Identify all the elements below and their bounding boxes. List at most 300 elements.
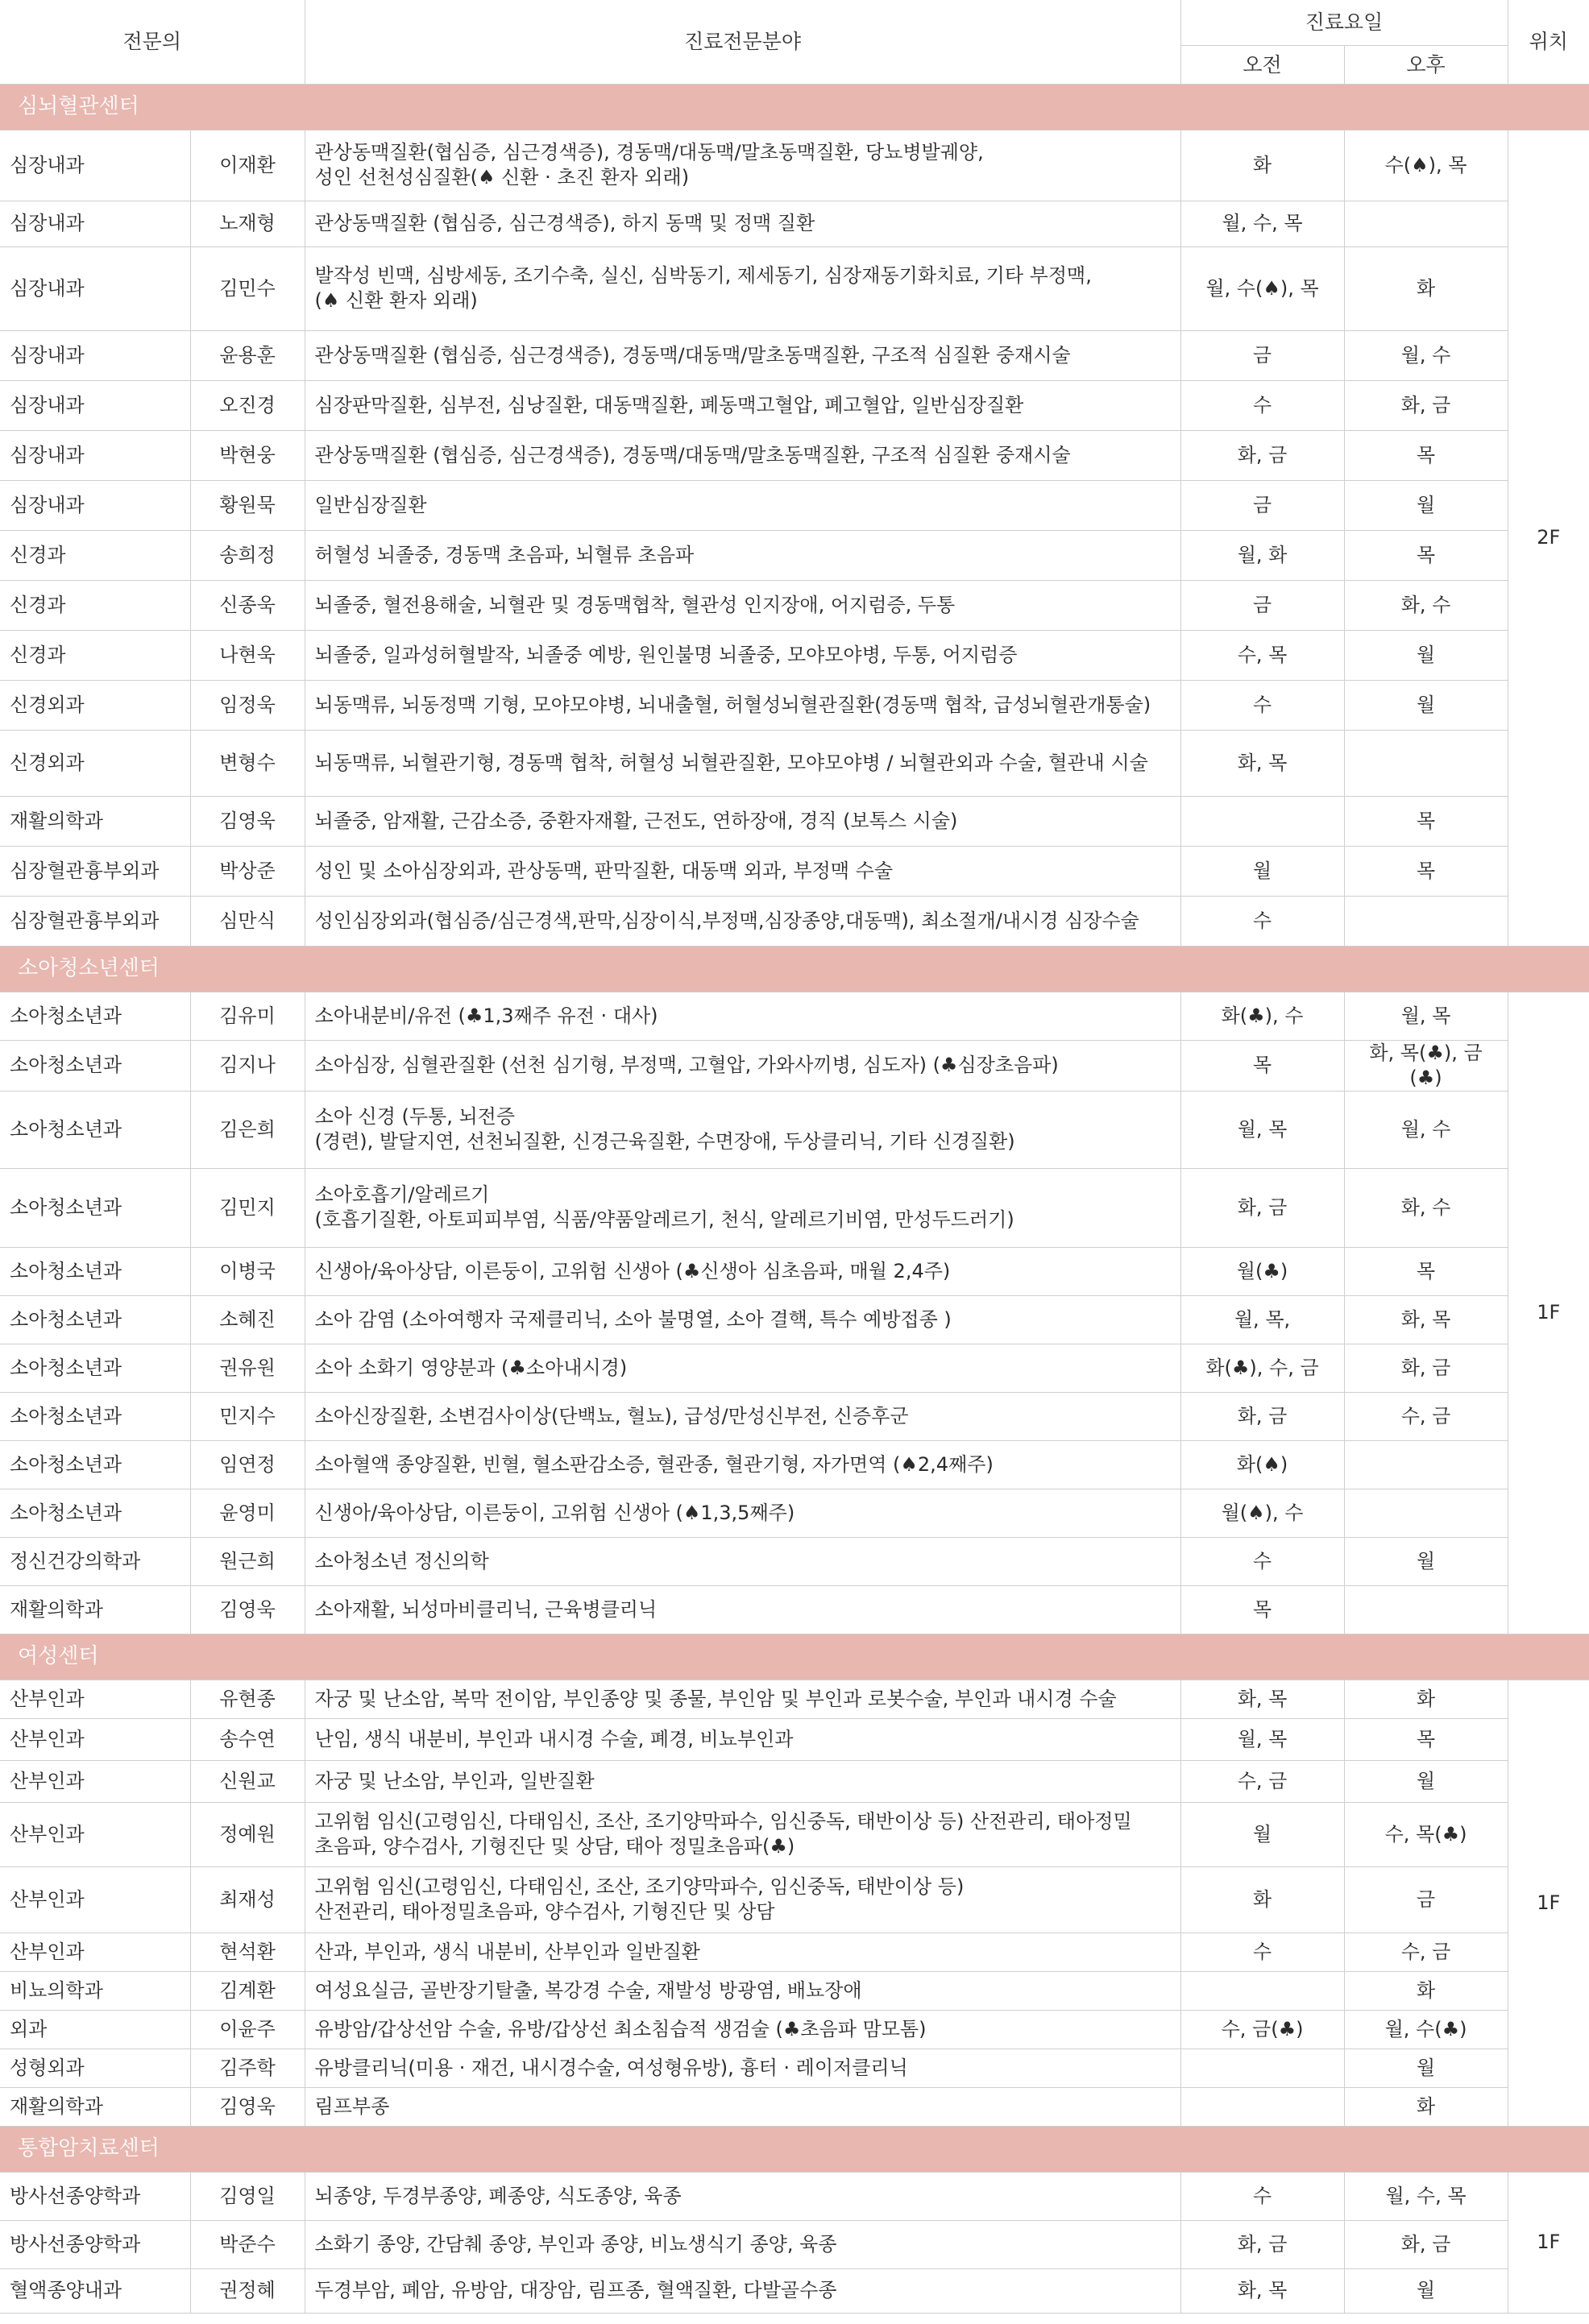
am-days: 수 <box>1180 380 1344 430</box>
specialty-line: 산과, 부인과, 생식 내분비, 산부인과 일반질환 <box>314 1940 700 1963</box>
specialty-line: 관상동맥질환(협심증, 심근경색증), 경동맥/대동맥/말초동맥질환, 당뇨병발궤양, <box>314 141 984 164</box>
department: 산부인과 <box>0 1718 190 1760</box>
specialty-field <box>305 1489 1180 1537</box>
department: 소아청소년과 <box>0 1168 190 1247</box>
specialty-field <box>305 1168 1180 1247</box>
pm-days <box>1344 896 1508 946</box>
specialty-field <box>305 896 1180 946</box>
specialty-field <box>305 2087 1180 2126</box>
specialty-line: 소아재활, 뇌성마비클리닉, 근육병클리닉 <box>314 1597 658 1621</box>
specialty-line: 관상동맥질환 (협심증, 심근경색증), 하지 동맥 및 정맥 질환 <box>314 212 815 234</box>
specialty-line: 두경부암, 폐암, 유방암, 대장암, 림프종, 혈액질환, 다발골수종 <box>314 2279 837 2301</box>
specialty-line: 일반심장질환 <box>314 493 427 516</box>
specialty-field <box>305 1247 1180 1295</box>
am-days: 목 <box>1180 1585 1344 1634</box>
pm-days: 화 <box>1344 1971 1508 2010</box>
specialty-line: 뇌졸중, 혈전용해술, 뇌혈관 및 경동맥협착, 혈관성 인지장애, 어지럼증, 두통 <box>314 593 956 616</box>
doctor-name: 임연정 <box>190 1440 305 1489</box>
specialty-field <box>305 1344 1180 1392</box>
specialty-field <box>305 1680 1180 1718</box>
table-row <box>0 796 1589 846</box>
table-row <box>0 380 1589 430</box>
specialty-field <box>305 796 1180 846</box>
table-row <box>0 430 1589 480</box>
am-days: 월, 수, 목 <box>1180 201 1344 246</box>
department: 소아청소년과 <box>0 1344 190 1392</box>
specialty-field <box>305 2049 1180 2087</box>
pm-days: 금 <box>1344 1866 1508 1933</box>
specialty-line: 뇌졸중, 암재활, 근감소증, 중환자재활, 근전도, 연하장애, 경직 (보톡스 시술) <box>314 809 958 832</box>
specialty-field <box>305 846 1180 896</box>
specialty-line: 뇌종양, 두경부종양, 폐종양, 식도종양, 육종 <box>314 2184 682 2207</box>
table-row <box>0 1440 1589 1489</box>
specialty-line: (경련), 발달지연, 선천뇌질환, 신경근육질환, 수면장애, 두상클리닉, 기타 신경질환) <box>314 1130 1015 1153</box>
pm-days <box>1344 730 1508 796</box>
doctor-name: 송희정 <box>190 530 305 580</box>
specialty-line: 심장판막질환, 심부전, 심낭질환, 대동맥질환, 폐동맥고혈압, 폐고혈압, 일반심장질환 <box>314 393 1024 416</box>
specialty-line: 관상동맥질환 (협심증, 심근경색증), 경동맥/대동맥/말초동맥질환, 구조적 심질환 중재시술 <box>314 343 1071 367</box>
am-days: 수 <box>1180 896 1344 946</box>
pm-days: 월, 수(♣) <box>1344 2010 1508 2049</box>
specialty-line: 자궁 및 난소암, 부인과, 일반질환 <box>314 1769 595 1792</box>
doctor-name: 신종욱 <box>190 580 305 630</box>
department: 정신건강의학과 <box>0 1537 190 1585</box>
department: 비뇨의학과 <box>0 1971 190 2010</box>
section-title: 통합암치료센터 <box>0 2126 1589 2172</box>
am-days: 월(♠), 수 <box>1180 1489 1344 1537</box>
specialty-field <box>305 1760 1180 1802</box>
pm-days: 수, 금 <box>1344 1392 1508 1440</box>
pm-days: 수(♠), 목 <box>1344 130 1508 201</box>
am-days: 목 <box>1180 1040 1344 1091</box>
specialty-field <box>305 1933 1180 1971</box>
department: 소아청소년과 <box>0 1392 190 1440</box>
table-row <box>0 1489 1589 1537</box>
pm-days: 화, 금 <box>1344 380 1508 430</box>
am-days: 화, 금 <box>1180 430 1344 480</box>
pm-days: 화, 수 <box>1344 580 1508 630</box>
specialty-line: 소아 신경 (두통, 뇌전증 <box>314 1105 516 1128</box>
am-days: 수, 금(♣) <box>1180 2010 1344 2049</box>
department: 외과 <box>0 2010 190 2049</box>
doctor-name: 나현욱 <box>190 630 305 680</box>
specialty-line: 소아심장, 심혈관질환 (선천 심기형, 부정맥, 고혈압, 가와사끼병, 심도자) (♣심장초음파) <box>314 1054 1059 1076</box>
am-days <box>1180 796 1344 846</box>
table-row <box>0 1091 1589 1168</box>
am-days: 월, 목, <box>1180 1295 1344 1344</box>
am-days: 화(♣), 수, 금 <box>1180 1344 1344 1392</box>
doctor-name: 송수연 <box>190 1718 305 1760</box>
department: 심장내과 <box>0 380 190 430</box>
specialty-field <box>305 246 1180 330</box>
table-row <box>0 246 1589 330</box>
department: 산부인과 <box>0 1802 190 1866</box>
doctor-name: 김유미 <box>190 992 305 1040</box>
table-row <box>0 730 1589 796</box>
specialty-field <box>305 992 1180 1040</box>
pm-days: 월, 수 <box>1344 330 1508 380</box>
doctor-name: 박현웅 <box>190 430 305 480</box>
section-title: 여성센터 <box>0 1634 1589 1680</box>
am-days: 수 <box>1180 2172 1344 2220</box>
am-days: 월(♣) <box>1180 1247 1344 1295</box>
table-row <box>0 580 1589 630</box>
pm-days: 목 <box>1344 530 1508 580</box>
header-days: 진료요일 <box>1180 0 1508 45</box>
department: 산부인과 <box>0 1760 190 1802</box>
specialty-line: (♠ 신환 환자 외래) <box>314 289 478 312</box>
specialty-field <box>305 1091 1180 1168</box>
department: 신경과 <box>0 580 190 630</box>
specialty-field <box>305 2172 1180 2220</box>
am-days: 수 <box>1180 1537 1344 1585</box>
doctor-name: 김영일 <box>190 2172 305 2220</box>
am-days: 월 <box>1180 846 1344 896</box>
doctor-name: 현석환 <box>190 1933 305 1971</box>
department: 소아청소년과 <box>0 1489 190 1537</box>
specialty-line: 여성요실금, 골반장기탈출, 복강경 수술, 재발성 방광염, 배뇨장애 <box>314 1978 862 2002</box>
table-row <box>0 630 1589 680</box>
specialty-field <box>305 1040 1180 1091</box>
header-am: 오전 <box>1180 45 1344 84</box>
am-days: 수 <box>1180 680 1344 730</box>
pm-days: 목 <box>1344 1247 1508 1295</box>
specialty-field <box>305 1718 1180 1760</box>
am-days: 금 <box>1180 330 1344 380</box>
specialty-line: 유방클리닉(미용 · 재건, 내시경수술, 여성형유방), 흉터 · 레이저클리닉 <box>314 2056 908 2079</box>
department: 신경외과 <box>0 680 190 730</box>
doctor-name: 김은희 <box>190 1091 305 1168</box>
am-days: 월, 화 <box>1180 530 1344 580</box>
department: 심장내과 <box>0 246 190 330</box>
department: 신경과 <box>0 630 190 680</box>
pm-days: 수, 금 <box>1344 1933 1508 1971</box>
am-days: 화, 금 <box>1180 1392 1344 1440</box>
doctor-name: 원근희 <box>190 1537 305 1585</box>
pm-days: 화, 금 <box>1344 2220 1508 2268</box>
pm-days: 화, 목(♣), 금(♣) <box>1344 1040 1508 1091</box>
table-row <box>0 1760 1589 1802</box>
specialty-field <box>305 201 1180 246</box>
doctor-name: 김민수 <box>190 246 305 330</box>
specialty-field <box>305 1440 1180 1489</box>
table-row <box>0 1866 1589 1933</box>
table-row <box>0 1537 1589 1585</box>
doctor-name: 노재형 <box>190 201 305 246</box>
specialty-line: 소아호흡기/알레르기 <box>314 1183 490 1206</box>
department: 소아청소년과 <box>0 1247 190 1295</box>
pm-days: 목 <box>1344 846 1508 896</box>
specialty-field <box>305 430 1180 480</box>
pm-days <box>1344 201 1508 246</box>
table-row <box>0 1802 1589 1866</box>
specialty-line: 소아 소화기 영양분과 (♣소아내시경) <box>314 1356 628 1379</box>
department: 혈액종양내과 <box>0 2268 190 2313</box>
department: 방사선종양학과 <box>0 2220 190 2268</box>
specialty-line: 발작성 빈맥, 심방세동, 조기수축, 실신, 심박동기, 제세동기, 심장재동기화치료, 기타 부정맥, <box>314 264 1092 287</box>
department: 산부인과 <box>0 1866 190 1933</box>
table-row <box>0 130 1589 201</box>
specialty-line: 뇌졸중, 일과성허혈발작, 뇌졸중 예방, 원인불명 뇌졸중, 모야모야병, 두통, 어지럼증 <box>314 643 1018 666</box>
table-row <box>0 680 1589 730</box>
department: 신경과 <box>0 530 190 580</box>
doctor-name: 정예원 <box>190 1802 305 1866</box>
am-days: 수, 금 <box>1180 1760 1344 1802</box>
doctor-name: 윤용훈 <box>190 330 305 380</box>
doctor-name: 오진경 <box>190 380 305 430</box>
pm-days: 월 <box>1344 630 1508 680</box>
department: 재활의학과 <box>0 796 190 846</box>
pm-days: 화, 목 <box>1344 1295 1508 1344</box>
table-row <box>0 2010 1589 2049</box>
pm-days: 월 <box>1344 2049 1508 2087</box>
specialty-line: 고위험 임신(고령임신, 다태임신, 조산, 조기양막파수, 임신중독, 태반이상 등) 산전관리, 태아정밀 <box>314 1810 1132 1833</box>
specialty-field <box>305 1866 1180 1933</box>
table-row <box>0 1344 1589 1392</box>
pm-days: 화 <box>1344 2087 1508 2126</box>
pm-days <box>1344 1585 1508 1634</box>
specialty-field <box>305 130 1180 201</box>
am-days <box>1180 1971 1344 2010</box>
pm-days: 월 <box>1344 2268 1508 2313</box>
pm-days: 월 <box>1344 1760 1508 1802</box>
pm-days: 목 <box>1344 1718 1508 1760</box>
specialty-field <box>305 2268 1180 2313</box>
pm-days: 월, 수 <box>1344 1091 1508 1168</box>
am-days: 월 <box>1180 1802 1344 1866</box>
specialty-field <box>305 2220 1180 2268</box>
am-days: 수 <box>1180 1933 1344 1971</box>
specialty-line: 소아내분비/유전 (♣1,3째주 유전 · 대사) <box>314 1004 658 1027</box>
doctor-name: 유현종 <box>190 1680 305 1718</box>
pm-days: 화, 금 <box>1344 1344 1508 1392</box>
pm-days: 화, 수 <box>1344 1168 1508 1247</box>
specialty-field <box>305 1295 1180 1344</box>
floor-location: 2F <box>1508 130 1589 946</box>
doctor-name: 신원교 <box>190 1760 305 1802</box>
pm-days: 화 <box>1344 246 1508 330</box>
table-row <box>0 1933 1589 1971</box>
specialty-line: 성인심장외과(협심증/심근경색,판막,심장이식,부정맥,심장종양,대동맥), 최소절개/내시경 심장수술 <box>314 909 1139 932</box>
table-row <box>0 2172 1589 2220</box>
table-row <box>0 1585 1589 1634</box>
doctor-name: 박준수 <box>190 2220 305 2268</box>
am-days: 화 <box>1180 1866 1344 1933</box>
header-specialty: 전문의 <box>0 0 305 84</box>
am-days: 화(♣), 수 <box>1180 992 1344 1040</box>
department: 심장혈관흉부외과 <box>0 846 190 896</box>
am-days: 화, 목 <box>1180 2268 1344 2313</box>
table-row <box>0 992 1589 1040</box>
specialty-field <box>305 380 1180 430</box>
specialty-field <box>305 1585 1180 1634</box>
header-pm: 오후 <box>1344 45 1508 84</box>
specialty-line: 자궁 및 난소암, 복막 전이암, 부인종양 및 종물, 부인암 및 부인과 로봇수술, 부인과 내시경 수술 <box>314 1687 1117 1710</box>
department: 심장내과 <box>0 480 190 530</box>
am-days: 화(♠) <box>1180 1440 1344 1489</box>
table-row <box>0 330 1589 380</box>
department: 소아청소년과 <box>0 1440 190 1489</box>
table-row <box>0 1680 1589 1718</box>
pm-days: 목 <box>1344 430 1508 480</box>
table-row <box>0 480 1589 530</box>
specialty-line: 소아 감염 (소아여행자 국제클리닉, 소아 불명열, 소아 결핵, 특수 예방접종 ) <box>314 1307 952 1331</box>
department: 소아청소년과 <box>0 1295 190 1344</box>
specialty-line: 신생아/육아상담, 이른둥이, 고위험 신생아 (♠1,3,5째주) <box>314 1501 795 1524</box>
specialty-line: 소화기 종양, 간담췌 종양, 부인과 종양, 비뇨생식기 종양, 육종 <box>314 2232 837 2256</box>
am-days: 금 <box>1180 580 1344 630</box>
department: 방사선종양학과 <box>0 2172 190 2220</box>
doctor-name: 변형수 <box>190 730 305 796</box>
doctor-name: 윤영미 <box>190 1489 305 1537</box>
specialty-line: 난임, 생식 내분비, 부인과 내시경 수술, 폐경, 비뇨부인과 <box>314 1727 794 1750</box>
specialty-line: 관상동맥질환 (협심증, 심근경색증), 경동맥/대동맥/말초동맥질환, 구조적 심질환 중재시술 <box>314 443 1071 466</box>
doctor-name: 이윤주 <box>190 2010 305 2049</box>
specialty-line: 소아신장질환, 소변검사이상(단백뇨, 혈뇨), 급성/만성신부전, 신증후군 <box>314 1404 909 1427</box>
table-row <box>0 846 1589 896</box>
floor-location: 1F <box>1508 2172 1589 2313</box>
doctor-name: 김지나 <box>190 1040 305 1091</box>
doctor-name: 김영욱 <box>190 1585 305 1634</box>
specialty-line: 성인 및 소아심장외과, 관상동맥, 판막질환, 대동맥 외과, 부정맥 수술 <box>314 859 894 882</box>
specialty-line: 유방암/갑상선암 수술, 유방/갑상선 최소침습적 생검술 (♣초음파 맘모톰) <box>314 2017 927 2040</box>
department: 심장혈관흉부외과 <box>0 896 190 946</box>
specialty-line: 뇌동맥류, 뇌동정맥 기형, 모야모야병, 뇌내출혈, 허혈성뇌혈관질환(경동맥 협착, 급성뇌혈관개통술) <box>314 693 1151 716</box>
specialty-field <box>305 630 1180 680</box>
specialty-field <box>305 680 1180 730</box>
specialty-field <box>305 1802 1180 1866</box>
specialty-line: 림프부종 <box>314 2094 390 2118</box>
department: 신경외과 <box>0 730 190 796</box>
table-row <box>0 1971 1589 2010</box>
doctor-name: 권유원 <box>190 1344 305 1392</box>
doctor-name: 김영욱 <box>190 796 305 846</box>
table-row <box>0 2268 1589 2313</box>
pm-days: 월 <box>1344 680 1508 730</box>
department: 소아청소년과 <box>0 1091 190 1168</box>
table-row <box>0 530 1589 580</box>
pm-days: 월 <box>1344 1537 1508 1585</box>
doctor-name: 이재환 <box>190 130 305 201</box>
specialty-line: 고위험 임신(고령임신, 다태임신, 조산, 조기양막파수, 임신중독, 태반이상 등) <box>314 1875 965 1898</box>
doctor-name: 김주학 <box>190 2049 305 2087</box>
table-row <box>0 1295 1589 1344</box>
am-days: 수, 목 <box>1180 630 1344 680</box>
specialty-field <box>305 2010 1180 2049</box>
schedule-body <box>0 84 1589 2313</box>
specialty-field <box>305 580 1180 630</box>
table-row <box>0 2049 1589 2087</box>
pm-days: 수, 목(♣) <box>1344 1802 1508 1866</box>
specialty-field <box>305 330 1180 380</box>
table-row <box>0 1040 1589 1091</box>
table-row <box>0 1168 1589 1247</box>
doctor-name: 심만식 <box>190 896 305 946</box>
specialty-line: (호흡기질환, 아토피피부염, 식품/약품알레르기, 천식, 알레르기비염, 만성두드러기) <box>314 1208 1014 1231</box>
pm-days: 월, 수, 목 <box>1344 2172 1508 2220</box>
am-days: 화, 목 <box>1180 730 1344 796</box>
doctor-name: 이병국 <box>190 1247 305 1295</box>
doctor-name: 김계환 <box>190 1971 305 2010</box>
department: 산부인과 <box>0 1933 190 1971</box>
table-row <box>0 2087 1589 2126</box>
doctor-name: 김영욱 <box>190 2087 305 2126</box>
specialty-line: 신생아/육아상담, 이른둥이, 고위험 신생아 (♣신생아 심초음파, 매월 2,4주) <box>314 1259 951 1282</box>
department: 성형외과 <box>0 2049 190 2087</box>
table-row <box>0 1392 1589 1440</box>
specialty-field <box>305 1537 1180 1585</box>
department: 심장내과 <box>0 430 190 480</box>
table-row <box>0 2220 1589 2268</box>
specialty-line: 산전관리, 태아정밀초음파, 양수검사, 기형진단 및 상담 <box>314 1900 775 1923</box>
pm-days: 화 <box>1344 1680 1508 1718</box>
specialty-field <box>305 1392 1180 1440</box>
department: 심장내과 <box>0 130 190 201</box>
section-title: 소아청소년센터 <box>0 946 1589 992</box>
table-row <box>0 896 1589 946</box>
table-row <box>0 1247 1589 1295</box>
pm-days: 월, 목 <box>1344 992 1508 1040</box>
department: 재활의학과 <box>0 1585 190 1634</box>
department: 심장내과 <box>0 201 190 246</box>
department: 산부인과 <box>0 1680 190 1718</box>
department: 재활의학과 <box>0 2087 190 2126</box>
am-days: 월, 수(♠), 목 <box>1180 246 1344 330</box>
department: 소아청소년과 <box>0 1040 190 1091</box>
pm-days <box>1344 1489 1508 1537</box>
pm-days: 월 <box>1344 480 1508 530</box>
department: 소아청소년과 <box>0 992 190 1040</box>
doctor-name: 황원묵 <box>190 480 305 530</box>
specialty-line: 뇌동맥류, 뇌혈관기형, 경동맥 협착, 허혈성 뇌혈관질환, 모야모야병 / 뇌혈관외과 수술, 혈관내 시술 <box>314 751 1148 774</box>
doctor-name: 소혜진 <box>190 1295 305 1344</box>
floor-location: 1F <box>1508 992 1589 1634</box>
am-days <box>1180 2087 1344 2126</box>
am-days: 화 <box>1180 130 1344 201</box>
specialty-field <box>305 1971 1180 2010</box>
specialty-field <box>305 480 1180 530</box>
am-days: 월, 목 <box>1180 1091 1344 1168</box>
am-days: 금 <box>1180 480 1344 530</box>
specialty-line: 허혈성 뇌졸중, 경동맥 초음파, 뇌혈류 초음파 <box>314 543 695 566</box>
doctor-name: 박상준 <box>190 846 305 896</box>
am-days: 화, 목 <box>1180 1680 1344 1718</box>
specialty-line: 소아혈액 종양질환, 빈혈, 혈소판감소증, 혈관종, 혈관기형, 자가면역 (♠2,4째주) <box>314 1452 994 1476</box>
specialty-line: 성인 선천성심질환(♠ 신환 · 초진 환자 외래) <box>314 166 690 188</box>
doctor-name: 최재성 <box>190 1866 305 1933</box>
am-days: 화, 금 <box>1180 1168 1344 1247</box>
specialty-line: 초음파, 양수검사, 기형진단 및 상담, 태아 정밀초음파(♣) <box>314 1835 795 1858</box>
section-title: 심뇌혈관센터 <box>0 84 1589 130</box>
header-location: 위치 <box>1508 0 1589 84</box>
specialty-line: 소아청소년 정신의학 <box>314 1549 489 1572</box>
doctor-name: 권정혜 <box>190 2268 305 2313</box>
table-row <box>0 201 1589 246</box>
department: 심장내과 <box>0 330 190 380</box>
am-days: 월, 목 <box>1180 1718 1344 1760</box>
specialty-field <box>305 530 1180 580</box>
doctor-name: 김민지 <box>190 1168 305 1247</box>
am-days: 화, 금 <box>1180 2220 1344 2268</box>
doctor-name: 민지수 <box>190 1392 305 1440</box>
header-field: 진료전문분야 <box>305 0 1180 84</box>
am-days <box>1180 2049 1344 2087</box>
pm-days: 목 <box>1344 796 1508 846</box>
floor-location: 1F <box>1508 1680 1589 2126</box>
doctor-name: 임정욱 <box>190 680 305 730</box>
table-row <box>0 1718 1589 1760</box>
pm-days <box>1344 1440 1508 1489</box>
